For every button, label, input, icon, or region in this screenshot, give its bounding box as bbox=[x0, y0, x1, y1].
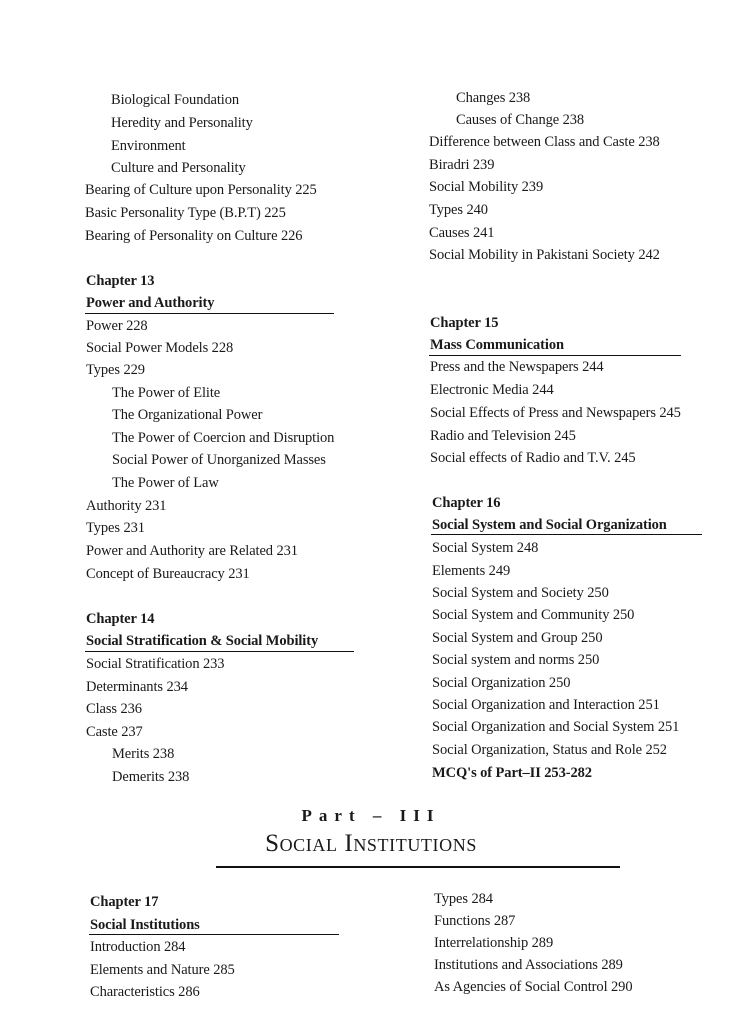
toc-entry: Press and the Newspapers 244 bbox=[430, 359, 604, 375]
chapter-13-label: Chapter 13 bbox=[86, 273, 155, 289]
toc-entry: Types 231 bbox=[86, 520, 145, 536]
mcq-entry: MCQ's of Part–II 253-282 bbox=[432, 765, 592, 781]
toc-entry: The Power of Elite bbox=[112, 385, 221, 401]
toc-entry: Causes 241 bbox=[429, 225, 495, 241]
toc-entry: Caste 237 bbox=[86, 724, 143, 740]
toc-entry: The Organizational Power bbox=[112, 407, 263, 423]
toc-entry: Determinants 234 bbox=[86, 679, 188, 695]
toc-entry: Types 240 bbox=[429, 202, 488, 218]
toc-entry: Social Organization and Interaction 251 bbox=[432, 697, 660, 713]
toc-entry: Social effects of Radio and T.V. 245 bbox=[430, 450, 636, 466]
toc-entry: Radio and Television 245 bbox=[430, 428, 576, 444]
toc-entry: Merits 238 bbox=[112, 746, 175, 762]
toc-entry: Power 228 bbox=[86, 318, 148, 334]
toc-entry: Social System and Community 250 bbox=[432, 607, 635, 623]
toc-entry: Social Mobility in Pakistani Society 242 bbox=[429, 247, 660, 263]
toc-entry: The Power of Law bbox=[112, 475, 219, 491]
toc-entry: Interrelationship 289 bbox=[434, 935, 554, 951]
toc-entry: Electronic Media 244 bbox=[430, 382, 554, 398]
toc-entry: Elements 249 bbox=[432, 563, 511, 579]
toc-entry: Social System and Group 250 bbox=[432, 630, 603, 646]
toc-entry: Social Mobility 239 bbox=[429, 179, 544, 195]
toc-entry: Heredity and Personality bbox=[111, 115, 253, 131]
toc-entry: Class 236 bbox=[86, 701, 142, 717]
toc-entry: As Agencies of Social Control 290 bbox=[434, 979, 633, 995]
chapter-15-title: Mass Communication bbox=[430, 337, 564, 353]
toc-entry: Institutions and Associations 289 bbox=[434, 957, 623, 973]
toc-entry: Difference between Class and Caste 238 bbox=[429, 134, 660, 150]
chapter-14-label: Chapter 14 bbox=[86, 611, 155, 627]
toc-entry: Environment bbox=[111, 138, 186, 154]
toc-entry: Demerits 238 bbox=[112, 769, 190, 785]
toc-entry: Social Effects of Press and Newspapers 245 bbox=[430, 405, 681, 421]
chapter-13-underline bbox=[85, 313, 334, 314]
toc-entry: Social Stratification 233 bbox=[86, 656, 225, 672]
chapter-15-underline bbox=[429, 355, 681, 356]
toc-entry: Concept of Bureaucracy 231 bbox=[86, 566, 250, 582]
chapter-17-underline bbox=[89, 934, 339, 935]
toc-entry: Characteristics 286 bbox=[90, 984, 200, 1000]
toc-entry: The Power of Coercion and Disruption bbox=[112, 430, 335, 446]
toc-entry: Social Organization, Status and Role 252 bbox=[432, 742, 667, 758]
chapter-16-title: Social System and Social Organization bbox=[432, 517, 667, 533]
toc-entry: Social system and norms 250 bbox=[432, 652, 600, 668]
chapter-14-title: Social Stratification & Social Mobility bbox=[86, 633, 319, 649]
toc-entry: Authority 231 bbox=[86, 498, 167, 514]
part-title: Social Institutions bbox=[265, 830, 477, 857]
toc-entry: Introduction 284 bbox=[90, 939, 186, 955]
toc-entry: Functions 287 bbox=[434, 913, 516, 929]
toc-entry: Social Power Models 228 bbox=[86, 340, 234, 356]
toc-entry: Elements and Nature 285 bbox=[90, 962, 235, 978]
toc-entry: Social Power of Unorganized Masses bbox=[112, 452, 326, 468]
toc-entry: Biradri 239 bbox=[429, 157, 495, 173]
toc-entry: Social System 248 bbox=[432, 540, 539, 556]
toc-entry: Social System and Society 250 bbox=[432, 585, 609, 601]
toc-entry: Power and Authority are Related 231 bbox=[86, 543, 298, 559]
toc-entry: Bearing of Culture upon Personality 225 bbox=[85, 182, 317, 198]
toc-entry: Biological Foundation bbox=[111, 92, 239, 108]
chapter-17-title: Social Institutions bbox=[90, 917, 200, 933]
toc-entry: Changes 238 bbox=[456, 90, 531, 106]
chapter-14-underline bbox=[85, 651, 354, 652]
toc-entry: Types 284 bbox=[434, 891, 493, 907]
part-label: Part – III bbox=[301, 806, 441, 825]
chapter-16-underline bbox=[431, 534, 702, 535]
toc-entry: Causes of Change 238 bbox=[456, 112, 585, 128]
chapter-13-title: Power and Authority bbox=[86, 295, 215, 311]
toc-entry: Social Organization 250 bbox=[432, 675, 571, 691]
chapter-17-label: Chapter 17 bbox=[90, 894, 159, 910]
chapter-15-label: Chapter 15 bbox=[430, 315, 499, 331]
toc-entry: Bearing of Personality on Culture 226 bbox=[85, 228, 303, 244]
toc-entry: Culture and Personality bbox=[111, 160, 246, 176]
toc-entry: Basic Personality Type (B.P.T) 225 bbox=[85, 205, 286, 221]
chapter-16-label: Chapter 16 bbox=[432, 495, 501, 511]
toc-entry: Social Organization and Social System 251 bbox=[432, 719, 680, 735]
part-underline bbox=[216, 866, 620, 868]
toc-entry: Types 229 bbox=[86, 362, 145, 378]
